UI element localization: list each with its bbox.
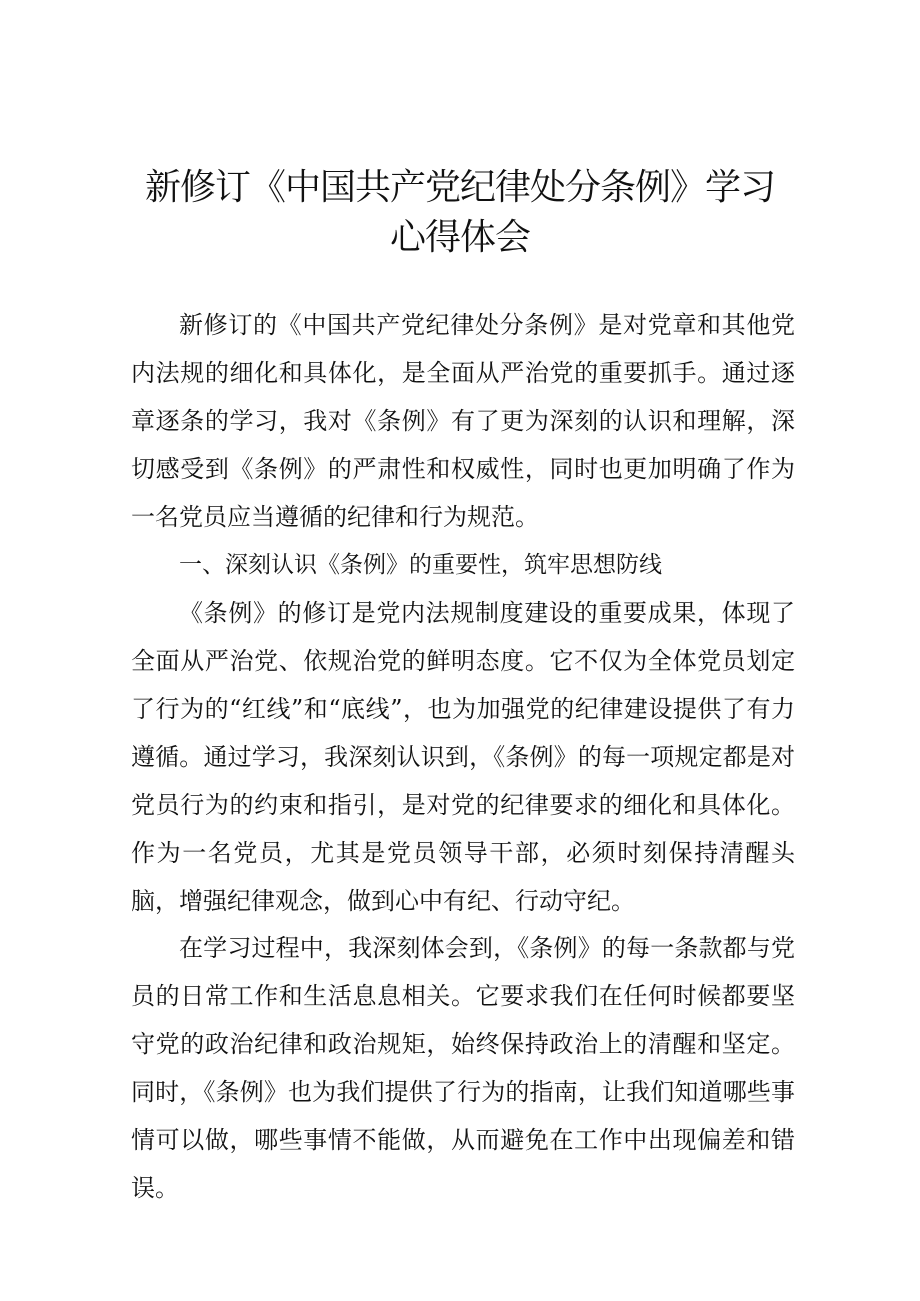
document-title-line-2: 心得体会	[389, 217, 530, 258]
section-1-paragraph-2: 在学习过程中，我深刻体会到，《条例》的每一条款都与党员的日常工作和生活息息相关。它要求我们在任何时候都要坚守党的政治纪律和政治规矩，始终保持政治上的清醒和坚定。同时，《条例》也为我们提供了行为的指南，让我们知道哪些事情可以做，哪些事情不能做，从而避免在工作中出现偏差和错误。	[131, 934, 795, 1202]
intro-paragraph: 新修订的《中国共产党纪律处分条例》是对党章和其他党内法规的细化和具体化，是全面从严治党的重要抓手。通过逐章逐条的学习，我对《条例》有了更为深刻的认识和理解，深切感受到《条例》的严肃性和权威性，同时也更加明确了作为一名党员应当遵循的纪律和行为规范。	[131, 311, 795, 531]
section-heading-1: 一、深刻认识《条例》的重要性，筑牢思想防线	[179, 552, 662, 578]
document-title-line-1: 新修订《中国共产党纪律处分条例》学习	[144, 167, 775, 208]
section-1-paragraph-1: 《条例》的修订是党内法规制度建设的重要成果，体现了全面从严治党、依规治党的鲜明态度。它不仅为全体党员划定了行为的“红线”和“底线”，也为加强党的纪律建设提供了有力遵循。通过学习，我深刻认识到，《条例》的每一项规定都是对党员行为的约束和指引，是对党的纪律要求的细化和具体化。作为一名党员，尤其是党员领导干部，必须时刻保持清醒头脑，增强纪律观念，做到心中有纪、行动守纪。	[131, 599, 795, 915]
